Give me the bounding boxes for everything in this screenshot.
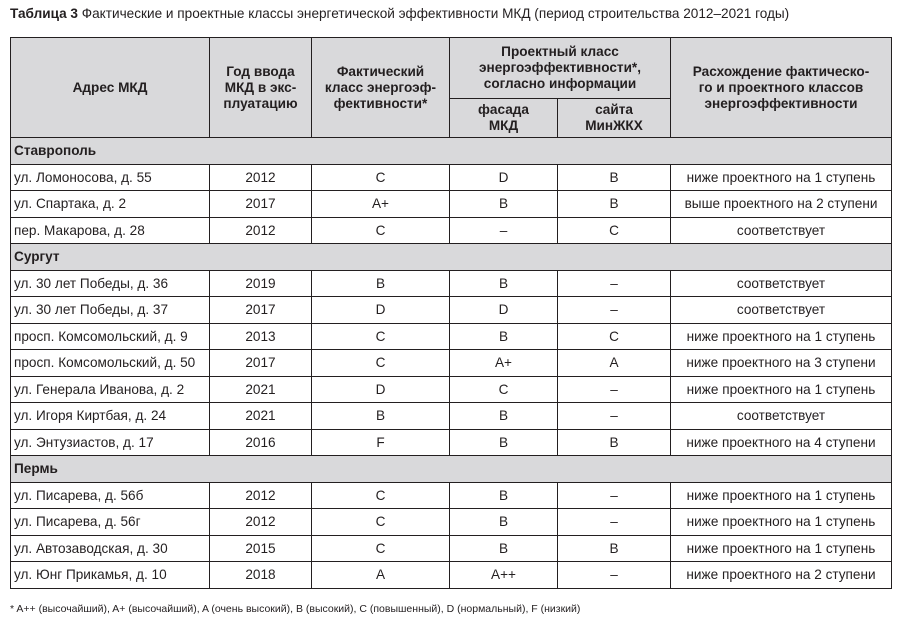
table-row xyxy=(11,509,892,536)
cell-actual: C xyxy=(312,217,450,244)
cell-actual: A xyxy=(312,562,450,589)
cell-facade: B xyxy=(450,429,558,456)
cell-site: – xyxy=(558,297,671,324)
table-caption-label: Таблица 3 xyxy=(10,6,78,21)
cell-year: 2012 xyxy=(210,217,312,244)
cell-facade: B xyxy=(450,403,558,430)
cell-actual: F xyxy=(312,429,450,456)
cell-address: ул. Писарева, д. 56б xyxy=(11,482,210,509)
energy-class-table xyxy=(10,37,892,589)
cell-address: ул. Генерала Иванова, д. 2 xyxy=(11,376,210,403)
cell-year: 2012 xyxy=(210,509,312,536)
cell-year: 2017 xyxy=(210,191,312,218)
cell-year: 2018 xyxy=(210,562,312,589)
footnote: * A++ (высочайший), A+ (высочайший), A (очень высокий), B (высокий), C (повышенный), D (нормальный), F (низкий) xyxy=(10,603,581,615)
cell-actual: D xyxy=(312,297,450,324)
table-row xyxy=(11,350,892,377)
cell-site: – xyxy=(558,403,671,430)
cell-facade: B xyxy=(450,509,558,536)
header-actual-class: Фактический класс энергоэф- фективности* xyxy=(312,38,450,138)
header-difference: Расхождение фактическо- го и проектного классов энергоэффективности xyxy=(671,38,892,138)
cell-actual: B xyxy=(312,403,450,430)
table-row xyxy=(11,403,892,430)
cell-facade: A++ xyxy=(450,562,558,589)
cell-facade: B xyxy=(450,482,558,509)
cell-actual: C xyxy=(312,350,450,377)
cell-actual: D xyxy=(312,376,450,403)
table-caption-text: Фактические и проектные классы энергетической эффективности МКД (период строительства 2012–2021 годы) xyxy=(81,6,790,21)
table-row xyxy=(11,297,892,324)
cell-actual: B xyxy=(312,270,450,297)
table-caption xyxy=(10,6,789,21)
cell-facade: D xyxy=(450,164,558,191)
cell-facade: D xyxy=(450,297,558,324)
header-facade: фасада МКД xyxy=(450,99,558,138)
cell-actual: C xyxy=(312,509,450,536)
cell-site: B xyxy=(558,191,671,218)
cell-year: 2016 xyxy=(210,429,312,456)
cell-address: просп. Комсомольский, д. 9 xyxy=(11,323,210,350)
cell-address: ул. Автозаводская, д. 30 xyxy=(11,535,210,562)
table-row xyxy=(11,376,892,403)
cell-year: 2012 xyxy=(210,482,312,509)
cell-diff: выше проектного на 2 ступени xyxy=(671,191,892,218)
cell-site: – xyxy=(558,562,671,589)
cell-facade: – xyxy=(450,217,558,244)
cell-facade: B xyxy=(450,323,558,350)
header-address: Адрес МКД xyxy=(11,38,210,138)
header-year: Год ввода МКД в экс- плуатацию xyxy=(210,38,312,138)
cell-diff: ниже проектного на 1 ступень xyxy=(671,323,892,350)
cell-year: 2015 xyxy=(210,535,312,562)
cell-year: 2017 xyxy=(210,350,312,377)
cell-diff: ниже проектного на 1 ступень xyxy=(671,164,892,191)
cell-address: просп. Комсомольский, д. 50 xyxy=(11,350,210,377)
cell-address: ул. Ломоносова, д. 55 xyxy=(11,164,210,191)
cell-year: 2019 xyxy=(210,270,312,297)
cell-diff: соответствует xyxy=(671,217,892,244)
cell-address: ул. Игоря Киртбая, д. 24 xyxy=(11,403,210,430)
header-site: сайта МинЖКХ xyxy=(558,99,671,138)
cell-diff: ниже проектного на 4 ступени xyxy=(671,429,892,456)
cell-facade: B xyxy=(450,191,558,218)
table-row xyxy=(11,164,892,191)
cell-actual: C xyxy=(312,323,450,350)
table-row xyxy=(11,482,892,509)
cell-diff: ниже проектного на 1 ступень xyxy=(671,376,892,403)
cell-year: 2013 xyxy=(210,323,312,350)
cell-diff: соответствует xyxy=(671,297,892,324)
cell-year: 2021 xyxy=(210,376,312,403)
cell-address: ул. Энтузиастов, д. 17 xyxy=(11,429,210,456)
cell-diff: ниже проектного на 2 ступени xyxy=(671,562,892,589)
header-design-class: Проектный класс энергоэффективности*, согласно информации xyxy=(450,38,671,99)
cell-diff: ниже проектного на 1 ступень xyxy=(671,482,892,509)
cell-address: ул. 30 лет Победы, д. 37 xyxy=(11,297,210,324)
cell-diff: соответствует xyxy=(671,270,892,297)
cell-diff: ниже проектного на 1 ступень xyxy=(671,535,892,562)
table-row xyxy=(11,191,892,218)
group-name: Пермь xyxy=(11,456,892,483)
cell-site: B xyxy=(558,429,671,456)
cell-site: – xyxy=(558,270,671,297)
cell-address: пер. Макарова, д. 28 xyxy=(11,217,210,244)
cell-actual: C xyxy=(312,535,450,562)
group-row xyxy=(11,138,892,165)
cell-diff: ниже проектного на 3 ступени xyxy=(671,350,892,377)
cell-facade: B xyxy=(450,270,558,297)
cell-actual: C xyxy=(312,482,450,509)
group-row xyxy=(11,244,892,271)
cell-address: ул. Юнг Прикамья, д. 10 xyxy=(11,562,210,589)
cell-address: ул. Писарева, д. 56г xyxy=(11,509,210,536)
table-row xyxy=(11,323,892,350)
table-body xyxy=(11,138,892,589)
table-row xyxy=(11,535,892,562)
group-row xyxy=(11,456,892,483)
cell-year: 2017 xyxy=(210,297,312,324)
cell-address: ул. 30 лет Победы, д. 36 xyxy=(11,270,210,297)
cell-address: ул. Спартака, д. 2 xyxy=(11,191,210,218)
cell-site: B xyxy=(558,164,671,191)
cell-facade: A+ xyxy=(450,350,558,377)
group-name: Ставрополь xyxy=(11,138,892,165)
group-name: Сургут xyxy=(11,244,892,271)
cell-site: – xyxy=(558,376,671,403)
cell-facade: B xyxy=(450,535,558,562)
table-row xyxy=(11,429,892,456)
table-row xyxy=(11,270,892,297)
cell-site: – xyxy=(558,482,671,509)
cell-diff: соответствует xyxy=(671,403,892,430)
table-row xyxy=(11,562,892,589)
cell-year: 2012 xyxy=(210,164,312,191)
cell-site: C xyxy=(558,323,671,350)
cell-actual: C xyxy=(312,164,450,191)
cell-site: C xyxy=(558,217,671,244)
cell-site: B xyxy=(558,535,671,562)
cell-actual: A+ xyxy=(312,191,450,218)
cell-site: – xyxy=(558,509,671,536)
cell-year: 2021 xyxy=(210,403,312,430)
table-row xyxy=(11,217,892,244)
cell-diff: ниже проектного на 1 ступень xyxy=(671,509,892,536)
cell-facade: C xyxy=(450,376,558,403)
cell-site: A xyxy=(558,350,671,377)
